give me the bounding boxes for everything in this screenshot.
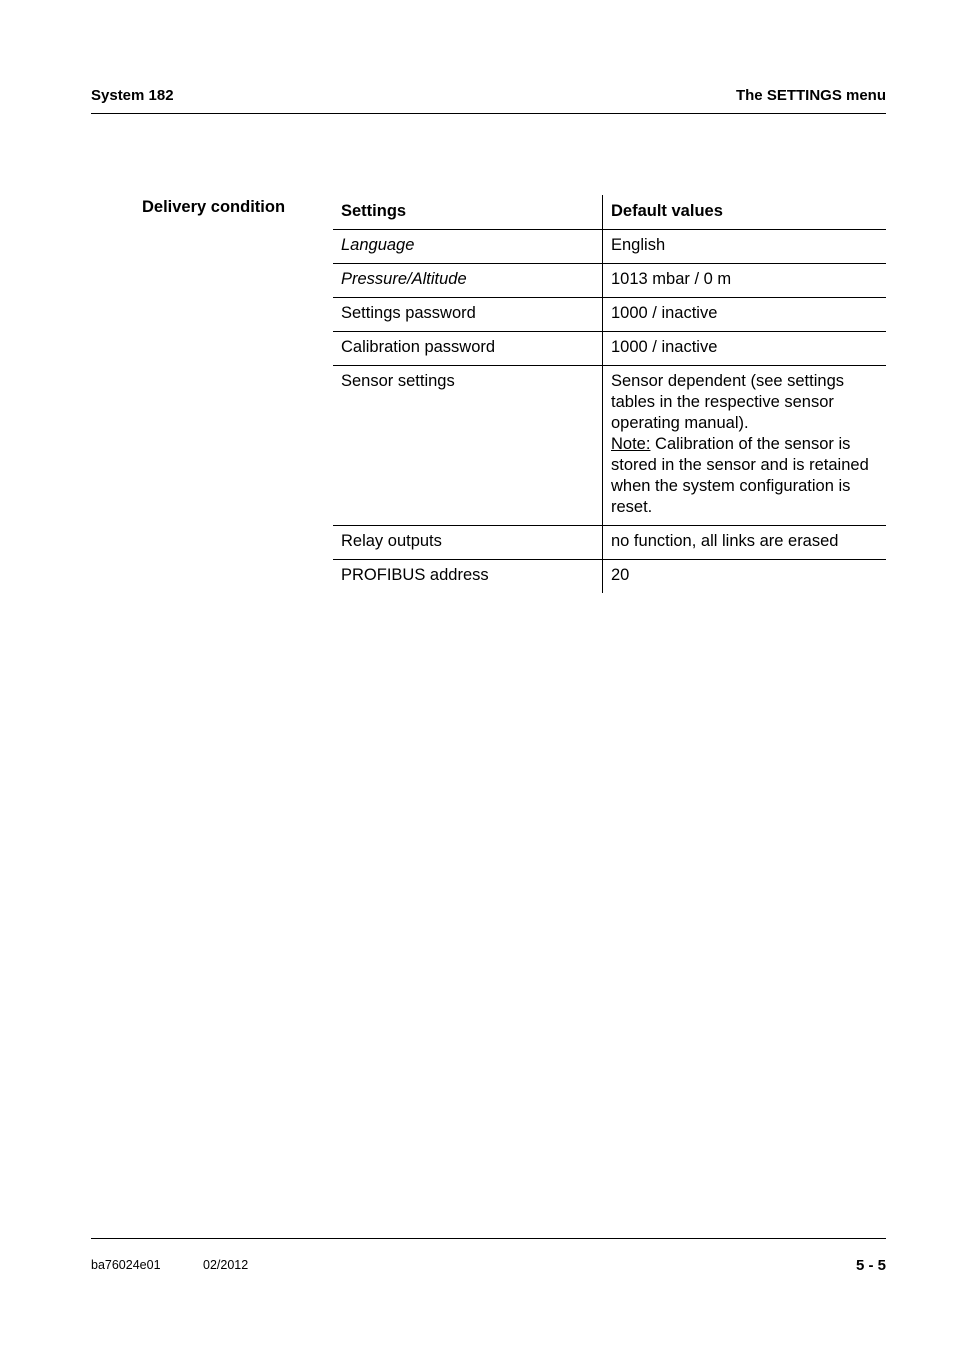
- table-row: [333, 526, 886, 560]
- setting-default-value: English: [603, 230, 887, 264]
- setting-name: Sensor settings: [333, 366, 603, 526]
- table-row: [333, 332, 886, 366]
- column-header-default-values: Default values: [603, 195, 887, 230]
- setting-name: Pressure/Altitude: [333, 264, 603, 298]
- table-row: [333, 560, 886, 594]
- setting-default-value: [603, 366, 887, 526]
- section-label: Delivery condition: [142, 198, 286, 216]
- setting-name: Calibration password: [333, 332, 603, 366]
- note-text: Calibration of the sensor is stored in the sensor and is retained when the system configuration is reset.: [611, 435, 869, 516]
- sensor-settings-description: Sensor dependent (see settings tables in the respective sensor operating manual).: [611, 372, 844, 432]
- page-footer: [91, 1238, 886, 1279]
- setting-name: Relay outputs: [333, 526, 603, 560]
- setting-default-value: 20: [611, 566, 630, 584]
- table-row: [333, 366, 886, 526]
- footer-date: 02/2012: [203, 1258, 249, 1272]
- header-chapter-title: The SETTINGS menu: [735, 87, 886, 104]
- table-row: [333, 230, 886, 264]
- setting-default-value: 1000 / inactive: [603, 332, 887, 366]
- page-header: [91, 86, 886, 114]
- table-row: [333, 264, 886, 298]
- column-header-settings: Settings: [333, 195, 603, 230]
- header-product-name: System 182: [91, 87, 174, 104]
- setting-default-value: 1000 / inactive: [603, 298, 887, 332]
- note-label: Note:: [611, 435, 651, 453]
- setting-name: Language: [333, 230, 603, 264]
- footer-page-number: 5 - 5: [855, 1257, 886, 1274]
- delivery-condition-table: [333, 195, 886, 593]
- table-header-row: [333, 195, 886, 230]
- setting-name: Settings password: [333, 298, 603, 332]
- footer-document-id: ba76024e01: [91, 1258, 161, 1272]
- table-row: [333, 298, 886, 332]
- setting-name: PROFIBUS address: [333, 560, 603, 594]
- setting-default-value: 1013 mbar / 0 m: [603, 264, 887, 298]
- setting-default-value: no function, all links are erased: [603, 526, 887, 560]
